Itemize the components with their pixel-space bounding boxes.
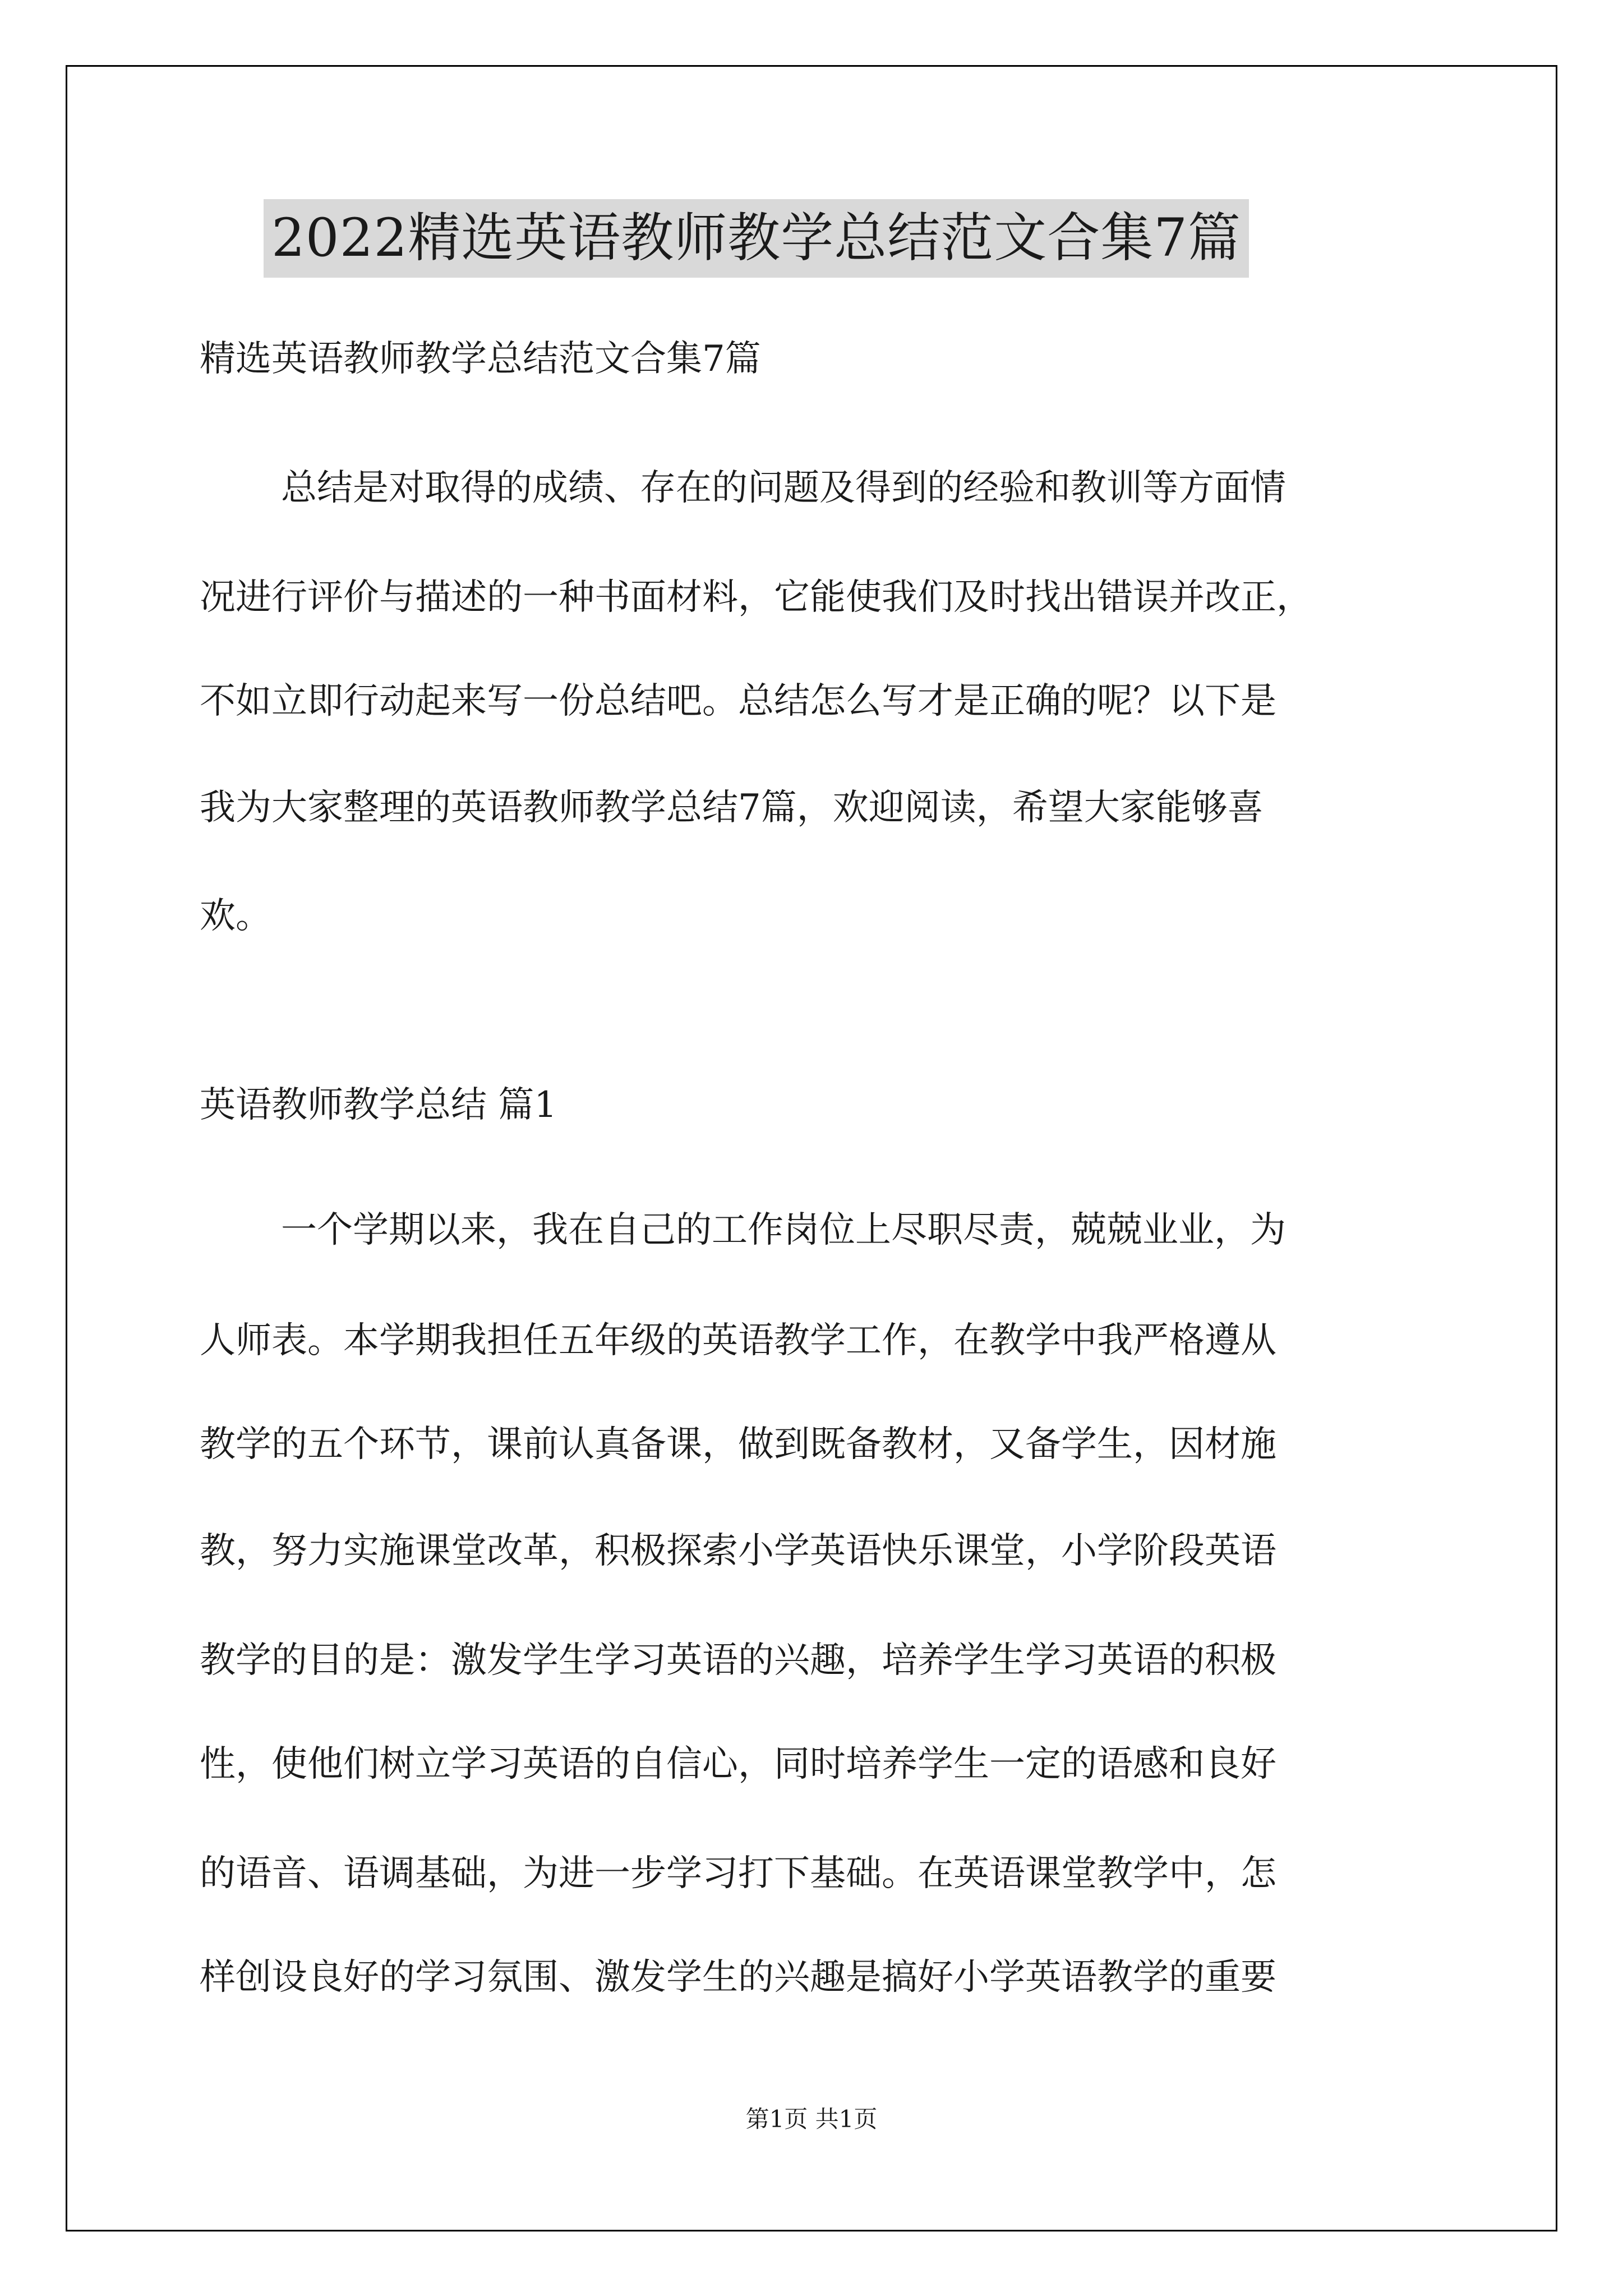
section-line: 样创设良好的学习氛围、激发学生的兴趣是搞好小学英语教学的重要 [200,1957,1276,1998]
section-line: 性，使他们树立学习英语的自信心，同时培养学生一定的语感和良好 [200,1743,1276,1785]
section-line: 教，努力实施课堂改革，积极探索小学英语快乐课堂，小学阶段英语 [200,1530,1276,1572]
page-border [66,65,1557,2231]
section-line: 的语音、语调基础，为进一步学习打下基础。在英语课堂教学中，怎 [200,1853,1276,1894]
intro-line: 我为大家整理的英语教师教学总结7篇，欢迎阅读，希望大家能够喜 [200,787,1264,829]
section-line: 教学的目的是：激发学生学习英语的兴趣，培养学生学习英语的积极 [200,1640,1276,1681]
section-line: 教学的五个环节，课前认真备课，做到既备教材，又备学生，因材施 [200,1424,1276,1465]
intro-line: 欢。 [200,895,271,937]
intro-line: 总结是对取得的成绩、存在的问题及得到的经验和教训等方面情 [281,467,1286,509]
intro-line: 况进行评价与描述的一种书面材料，它能使我们及时找出错误并改正， [200,577,1312,618]
section-line: 一个学期以来，我在自己的工作岗位上尽职尽责，兢兢业业，为 [281,1209,1286,1251]
page-footer: 第1页 共1页 [745,2105,878,2133]
section-heading: 英语教师教学总结 篇1 [200,1084,557,1126]
intro-line: 不如立即行动起来写一份总结吧。总结怎么写才是正确的呢？以下是 [200,680,1276,722]
section-line: 人师表。本学期我担任五年级的英语教学工作，在教学中我严格遵从 [200,1320,1276,1361]
document-title: 2022精选英语教师教学总结范文合集7篇 [264,199,1249,278]
document-subtitle: 精选英语教师教学总结范文合集7篇 [200,338,761,380]
